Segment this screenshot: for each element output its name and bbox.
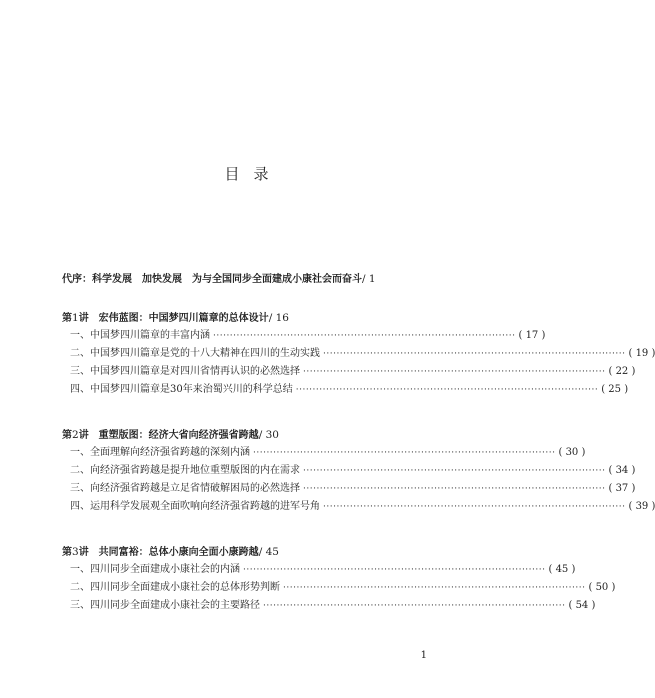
toc-entry[interactable] xyxy=(62,462,636,480)
preface-line xyxy=(62,270,376,285)
page-title: 目录 xyxy=(224,165,283,183)
toc-entry-page: ( 34 ) xyxy=(608,465,636,476)
dot-leader: ·························································································· xyxy=(263,601,566,611)
toc-entry-page: ( 54 ) xyxy=(568,600,596,611)
chapter-prefix: 第 xyxy=(62,313,72,324)
chapter-prefix: 第 xyxy=(62,430,72,441)
toc-entry-page: ( 22 ) xyxy=(608,366,636,377)
chapter-page: / 45 xyxy=(258,546,279,558)
chapter-title: 讲 宏伟蓝图：中国梦四川篇章的总体设计 xyxy=(78,313,269,324)
toc-entry-page: ( 25 ) xyxy=(601,384,629,395)
dot-leader: ·························································································· xyxy=(303,367,606,377)
toc-entry-text: 一、四川同步全面建成小康社会的内涵 xyxy=(70,564,240,575)
chapter-title: 讲 共同富裕：总体小康向全面小康跨越 xyxy=(78,547,259,558)
toc-entry-text: 二、中国梦四川篇章是党的十八大精神在四川的生动实践 xyxy=(70,348,320,359)
chapter-title: 讲 重塑版图：经济大省向经济强省跨越 xyxy=(78,430,259,441)
toc-entry-page: ( 39 ) xyxy=(628,501,655,512)
dot-leader: ·························································································· xyxy=(303,484,606,494)
chapter-2 xyxy=(62,426,655,516)
toc-entry[interactable] xyxy=(62,561,576,579)
dot-leader: ·························································································· xyxy=(213,331,516,341)
toc-entry[interactable] xyxy=(62,579,616,597)
chapter-heading xyxy=(62,426,437,444)
preface-label: 代序：科学发展 加快发展 为与全国同步全面建成小康社会而奋斗 xyxy=(62,274,362,285)
chapter-heading xyxy=(62,309,437,327)
dot-leader: ·························································································· xyxy=(243,565,546,575)
toc-entry[interactable] xyxy=(62,327,546,345)
dot-leader: ·························································································· xyxy=(303,466,606,476)
toc-entry-text: 四、中国梦四川篇章是30年来治蜀兴川的科学总结 xyxy=(70,384,293,395)
toc-entry[interactable] xyxy=(62,498,655,516)
toc-entry-text: 三、向经济强省跨越是立足省情破解困局的必然选择 xyxy=(70,483,300,494)
chapter-1 xyxy=(62,309,655,399)
dot-leader: ·························································································· xyxy=(323,349,626,359)
chapter-prefix: 第 xyxy=(62,547,72,558)
toc-entry-text: 三、中国梦四川篇章是对四川省情再认识的必然选择 xyxy=(70,366,300,377)
dot-leader: ·························································································· xyxy=(323,502,626,512)
dot-leader: ·························································································· xyxy=(253,448,556,458)
chapter-number: 1 xyxy=(72,312,79,324)
toc-entry[interactable] xyxy=(62,363,636,381)
toc-entry-text: 二、四川同步全面建成小康社会的总体形势判断 xyxy=(70,582,280,593)
toc-entry-page: ( 37 ) xyxy=(608,483,636,494)
toc-entry[interactable] xyxy=(62,480,636,498)
toc-entry[interactable] xyxy=(62,345,655,363)
page-number: 1 xyxy=(420,650,427,661)
chapter-number: 2 xyxy=(72,429,79,441)
toc-entry-text: 一、中国梦四川篇章的丰富内涵 xyxy=(70,330,210,341)
toc-entry[interactable] xyxy=(62,444,586,462)
toc-entry[interactable] xyxy=(62,597,596,615)
toc-entry-text: 三、四川同步全面建成小康社会的主要路径 xyxy=(70,600,260,611)
toc-entry-text: 四、运用科学发展观全面吹响向经济强省跨越的进军号角 xyxy=(70,501,320,512)
dot-leader: ·························································································· xyxy=(283,583,586,593)
toc-entry[interactable] xyxy=(62,381,629,399)
toc-entry-page: ( 19 ) xyxy=(628,348,655,359)
chapter-number: 3 xyxy=(72,546,79,558)
chapter-3 xyxy=(62,543,616,615)
toc-entry-page: ( 30 ) xyxy=(558,447,586,458)
toc-entry-page: ( 45 ) xyxy=(548,564,576,575)
chapter-page: / 30 xyxy=(258,429,279,441)
toc-entry-page: ( 17 ) xyxy=(518,330,546,341)
chapter-heading xyxy=(62,543,437,561)
toc-entry-text: 二、向经济强省跨越是提升地位重塑版图的内在需求 xyxy=(70,465,300,476)
toc-entry-text: 一、全面理解向经济强省跨越的深刻内涵 xyxy=(70,447,250,458)
toc-entry-page: ( 50 ) xyxy=(588,582,616,593)
chapter-page: / 16 xyxy=(268,312,289,324)
dot-leader: ·························································································· xyxy=(295,385,599,395)
preface-page: / 1 xyxy=(362,273,376,285)
